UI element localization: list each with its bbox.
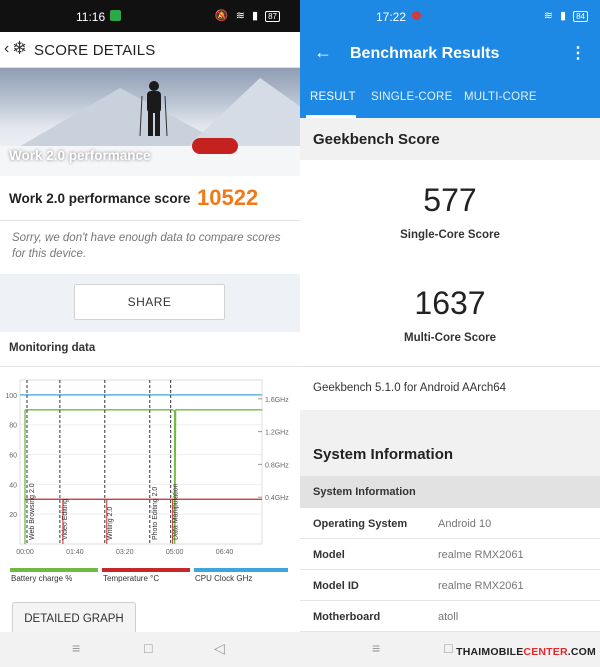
home-icon[interactable]: □ (444, 640, 453, 656)
score-value: 10522 (197, 185, 259, 210)
watermark-part: THAIMOBILE (456, 646, 524, 658)
battery-icon: 84 (573, 11, 588, 22)
info-value: realme RMX2061 (438, 580, 524, 592)
app-bar (0, 32, 300, 68)
legend-swatch (102, 568, 190, 572)
right-tick-label: 0.8GHz (265, 462, 289, 470)
x-tick-label: 01:40 (66, 549, 84, 556)
wifi-icon: ≋ (235, 10, 247, 22)
status-bar (0, 0, 300, 32)
signal-icon: ▮ (251, 10, 261, 22)
notification-dot-icon (412, 11, 421, 20)
compare-note: Sorry, we don't have enough data to compare scores for this device. (12, 232, 281, 260)
plot-area (20, 380, 262, 544)
menu-icon[interactable]: ≡ (72, 640, 81, 656)
monitoring-chart (0, 372, 300, 600)
info-key: Motherboard (313, 611, 381, 623)
score-block (300, 160, 600, 366)
system-info-subheader (300, 476, 600, 508)
hero-image (0, 68, 300, 176)
section-heading: Geekbench Score (313, 131, 440, 148)
wifi-icon: ≋ (543, 10, 555, 22)
annotation-label: Writing 2.0 (106, 506, 114, 540)
chart-x-axis (16, 549, 233, 556)
chart-right-axis (258, 397, 289, 502)
menu-icon[interactable]: ≡ (372, 640, 381, 656)
multi-core-label: Multi-Core Score (403, 332, 496, 344)
status-bar (300, 0, 600, 32)
single-core-label: Single-Core Score (400, 229, 500, 241)
multi-core-score: 1637 (414, 285, 486, 321)
tab-bar (300, 76, 600, 118)
annotation-label: Video Editing (61, 498, 69, 540)
home-icon[interactable]: □ (144, 640, 153, 656)
score-label: Work 2.0 performance score (9, 191, 191, 206)
right-tick-label: 0.4GHz (265, 495, 289, 503)
legend-swatch (10, 568, 98, 572)
x-tick-label: 03:20 (116, 549, 134, 556)
watermark-part: CENTER (523, 646, 568, 658)
info-value: atoll (438, 611, 459, 623)
battery-icon: 87 (265, 11, 280, 22)
info-row-os (300, 508, 600, 539)
share-section (0, 274, 300, 332)
tab-result[interactable]: RESULT (310, 91, 356, 103)
info-row-model (300, 539, 600, 570)
chart-legend (10, 568, 298, 588)
legend-swatch (194, 568, 288, 572)
geekbench-panel (300, 0, 600, 667)
status-icons (215, 9, 280, 22)
y-tick-label: 40 (9, 482, 17, 490)
tab-single-core[interactable]: SINGLE-CORE (371, 91, 453, 103)
info-key: Model ID (313, 580, 359, 592)
system-info-header (300, 410, 600, 476)
monitoring-title: Monitoring data (9, 342, 96, 354)
status-time: 17:22 (376, 10, 407, 24)
tab-multi-core[interactable]: MULTI-CORE (464, 91, 537, 103)
info-key: Model (313, 549, 345, 561)
x-tick-label: 06:40 (215, 549, 234, 556)
status-icons (544, 9, 588, 22)
signal-icon: ▮ (559, 10, 569, 22)
page-title: Benchmark Results (350, 45, 500, 62)
version-text: Geekbench 5.1.0 for Android AArch64 (313, 382, 507, 394)
y-tick-label: 20 (9, 512, 17, 520)
subsection-heading: System Information (313, 486, 416, 498)
right-tick-label: 1.6GHz (265, 396, 289, 404)
legend-label: Temperature °C (103, 574, 160, 583)
notification-badge-icon (110, 10, 121, 21)
annotation-label: Web Browsing 2.0 (29, 483, 36, 540)
info-row-motherboard (300, 601, 600, 632)
info-value: Android 10 (438, 518, 492, 530)
annotation-label: Data Manipulation (172, 483, 180, 540)
back-chevron-icon[interactable]: ‹ (4, 40, 10, 57)
version-row (300, 366, 600, 410)
right-tick-label: 1.2GHz (265, 429, 289, 437)
annotation-label: Photo Editing 2.0 (151, 486, 159, 540)
legend-label: CPU Clock GHz (195, 574, 253, 583)
info-row-model-id (300, 570, 600, 601)
single-core-score: 577 (423, 182, 477, 218)
chart-y-axis (5, 393, 17, 519)
gear-icon: ❄ (12, 38, 28, 58)
monitoring-card (0, 332, 300, 642)
app-bar (300, 32, 600, 76)
chart-grid (20, 380, 262, 544)
y-tick-label: 100 (5, 392, 17, 400)
status-time: 11:16 (76, 10, 106, 24)
info-key: Operating System (313, 518, 408, 530)
geekbench-score-header (300, 118, 600, 160)
divider (0, 366, 300, 367)
hero-caption: Work 2.0 performance (9, 148, 151, 163)
back-icon[interactable]: ◁ (214, 640, 225, 656)
info-value: realme RMX2061 (438, 549, 524, 561)
skier-figure (138, 80, 168, 138)
red-sled (192, 138, 238, 154)
page-title: SCORE DETAILS (34, 42, 156, 59)
detailed-graph-button[interactable]: DETAILED GRAPH (12, 602, 136, 636)
y-tick-label: 60 (9, 452, 17, 460)
watermark-part: .COM (567, 646, 596, 658)
nav-bar (0, 632, 300, 667)
share-button[interactable]: SHARE (74, 284, 225, 320)
bell-off-icon: 🔕 (214, 10, 231, 22)
back-arrow-icon[interactable]: ← (314, 42, 332, 62)
legend-label: Battery charge % (11, 574, 73, 583)
section-heading: System Information (313, 446, 454, 463)
score-card (0, 176, 300, 274)
y-tick-label: 80 (9, 422, 17, 430)
more-vert-icon[interactable]: ⋮ (570, 45, 586, 62)
divider (0, 220, 300, 221)
watermark (456, 646, 596, 658)
x-tick-label: 00:00 (16, 549, 34, 556)
x-tick-label: 05:00 (165, 549, 184, 556)
